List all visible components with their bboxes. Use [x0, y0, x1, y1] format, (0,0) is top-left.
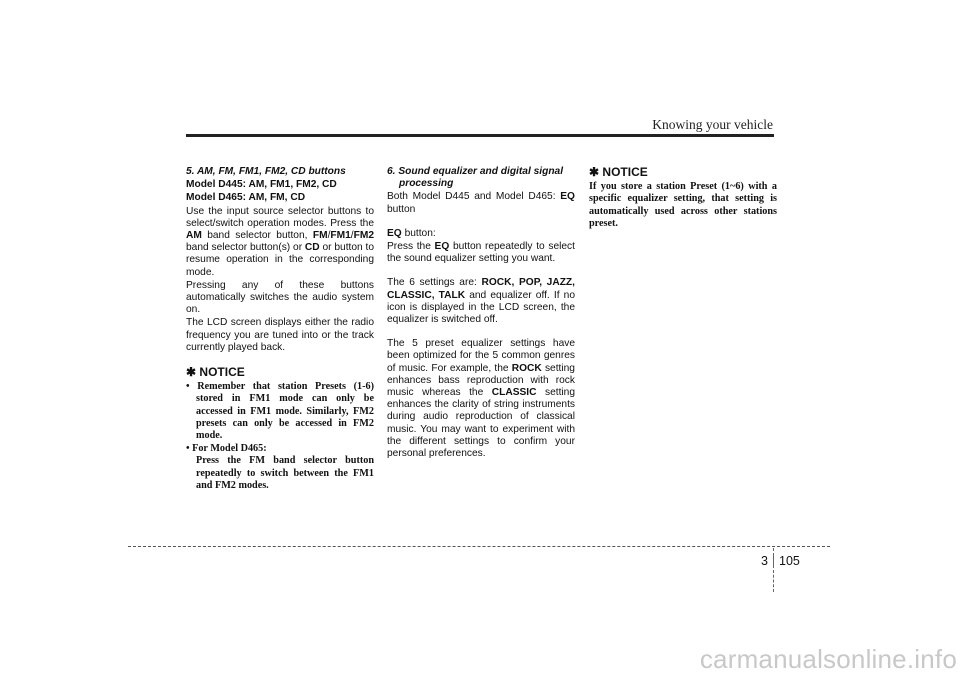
notice-bullet-presets: • Remember that station Presets (1-6) stored in FM1 mode can only be accessed in FM1 mode. Similarly, FM2 presets can only be accessed in FM2 mode. [186, 381, 374, 442]
eq-presets-paragraph: The 5 preset equalizer settings have been optimized for the 5 common genres of music. For example, the ROCK setting enhances bass reproduction with rock music whereas the CLASSIC setting enhances the clarity of string instruments during audio reproduction of classical music. You may want to experiment with the different settings to confirm your personal preferences. [387, 338, 575, 460]
chapter-number: 3 [761, 554, 768, 568]
notice-star-icon: ✱ [589, 165, 600, 179]
eq-models-paragraph: Both Model D445 and Model D465: EQ button [387, 191, 575, 215]
notice-body: If you store a station Preset (1~6) with a specific equalizer setting, that setting is automatically used across other stations preset. [589, 181, 777, 229]
model-d465-label: Model D465: AM, FM, CD [186, 192, 306, 204]
eq-button-label: EQ button: [387, 227, 436, 239]
auto-on-paragraph: Pressing any of these buttons automatically switches the audio system on. [186, 279, 374, 316]
page-number: 105 [779, 554, 800, 568]
column-2 [387, 166, 575, 461]
watermark: carmanualsonline.info [699, 644, 957, 674]
section-heading-6: 6. Sound equalizer and digital signal processing [387, 166, 564, 190]
notice-heading: ✱ NOTICE [186, 365, 245, 380]
notice-list [186, 381, 374, 492]
notice-star-icon: ✱ [186, 365, 197, 380]
page-divider-bottom [773, 570, 774, 592]
eq-press-paragraph: Press the EQ button repeatedly to select the sound equalizer setting you want. [387, 241, 575, 265]
input-selector-paragraph: Use the input source selector buttons to select/switch operation modes. Press the AM band selector button, FM/FM1/FM2 band selector button(s) or CD or button to resume operation in the corresponding mode. [186, 205, 375, 278]
footer-rule [128, 546, 830, 547]
notice-bullet-d465: • For Model D465: Press the FM band selector button repeatedly to switch between the FM1 and FM2 modes. [186, 443, 374, 491]
page-header-title: Knowing your vehicle [652, 117, 773, 132]
page-divider [773, 554, 774, 568]
lcd-paragraph: The LCD screen displays either the radio frequency you are tuned into or the track currently played back. [186, 317, 374, 353]
column-3 [589, 166, 777, 230]
column-1 [186, 166, 374, 493]
header-rule [186, 134, 774, 137]
section-heading-5: 5. AM, FM, FM1, FM2, CD buttons [186, 166, 346, 177]
notice-heading-2: ✱ NOTICE [589, 165, 648, 179]
eq-settings-paragraph: The 6 settings are: ROCK, POP, JAZZ, CLASSIC, TALK and equalizer off. If no icon is displayed in the LCD screen, the equalizer is switched off. [387, 277, 575, 326]
model-d445-label: Model D445: AM, FM1, FM2, CD [186, 179, 337, 191]
